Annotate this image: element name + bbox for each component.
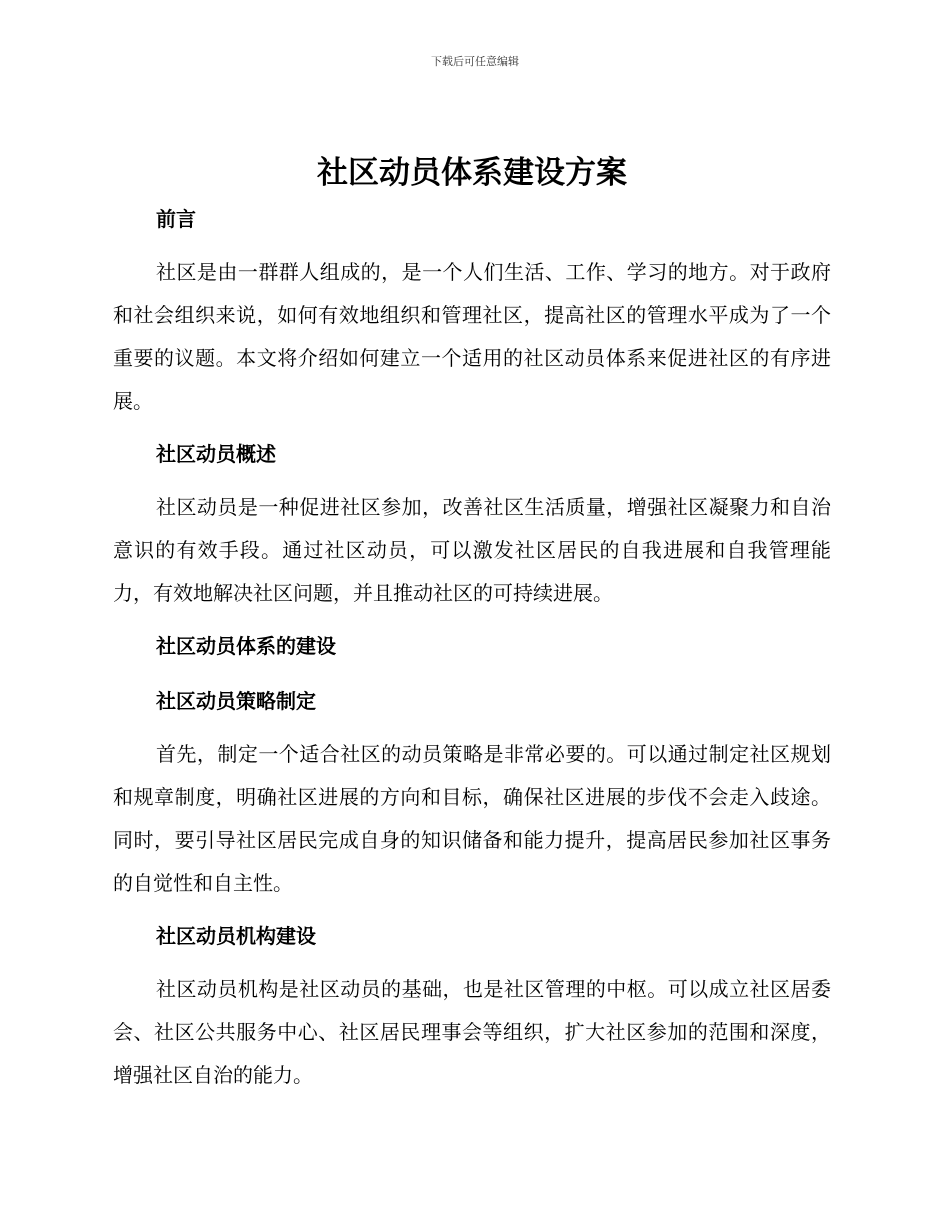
paragraph-organization: 社区动员机构是社区动员的基础，也是社区管理的中枢。可以成立社区居委会、社区公共服务中心、社区居民理事会等组织，扩大社区参加的范围和深度，增强社区自治的能力。 <box>113 977 831 1087</box>
paragraph-strategy: 首先，制定一个适合社区的动员策略是非常必要的。可以通过制定社区规划和规章制度，明确社区进展的方向和目标，确保社区进展的步伐不会走入歧途。同时，要引导社区居民完成自身的知识储备和能力提升，提高居民参加社区事务的自觉性和自主性。 <box>113 742 831 895</box>
section-heading-preface: 前言 <box>156 207 196 231</box>
section-heading-system-building: 社区动员体系的建设 <box>156 634 336 658</box>
section-heading-overview: 社区动员概述 <box>156 442 276 466</box>
paragraph-preface: 社区是由一群群人组成的，是一个人们生活、工作、学习的地方。对于政府和社会组织来说，如何有效地组织和管理社区，提高社区的管理水平成为了一个重要的议题。本文将介绍如何建立一个适用的社区动员体系来促进社区的有序进展。 <box>113 260 831 413</box>
section-heading-strategy: 社区动员策略制定 <box>156 689 316 713</box>
paragraph-overview: 社区动员是一种促进社区参加，改善社区生活质量，增强社区凝聚力和自治意识的有效手段。通过社区动员，可以激发社区居民的自我进展和自我管理能力，有效地解决社区问题，并且推动社区的可持续进展。 <box>113 495 831 605</box>
page-header-note: 下载后可任意编辑 <box>431 55 519 68</box>
document-title: 社区动员体系建设方案 <box>317 155 627 191</box>
section-heading-organization: 社区动员机构建设 <box>156 924 316 948</box>
document-body <box>113 148 831 1097</box>
